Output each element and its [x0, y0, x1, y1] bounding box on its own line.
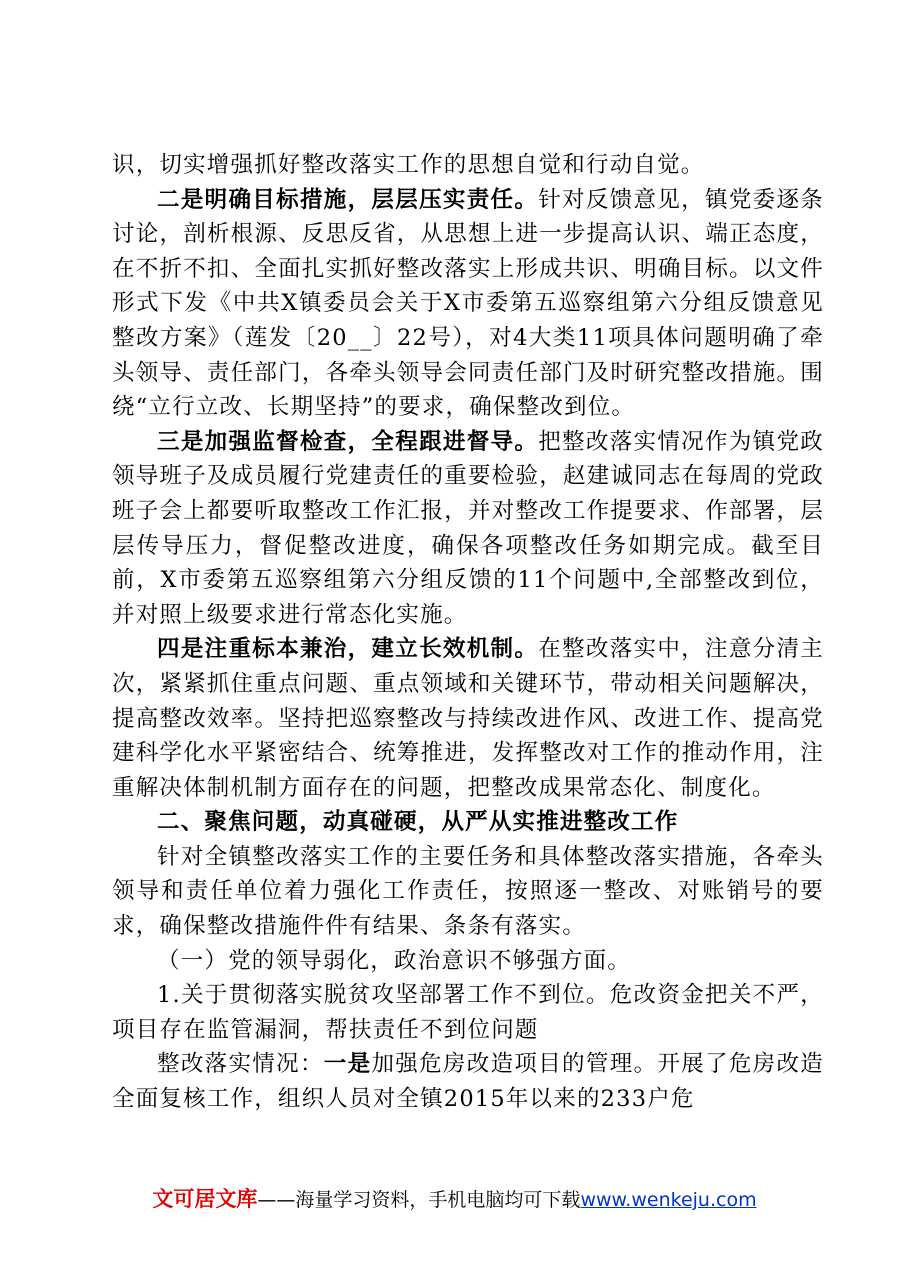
paragraph-intro: 针对全镇整改落实工作的主要任务和具体整改落实措施，各牵头领导和责任单位着力强化工作责任，按照逐一整改、对账销号的要求，确保整改措施件件有结果、条条有落实。 — [112, 843, 824, 940]
paragraph-measure-3 — [112, 425, 824, 633]
paragraph-item-1: 1.关于贯彻落实脱贫攻坚部署工作不到位。危改资金把关不严，项目存在监管漏洞，帮扶责任不到位问题 — [112, 982, 824, 1043]
footer-slogan: ——海量学习资料，手机电脑均可下载 — [257, 1189, 581, 1211]
paragraph-continuation: 识，切实增强抓好整改落实工作的思想自觉和行动自觉。 — [112, 152, 705, 178]
paragraph-text: 在整改落实中，注意分清主次，紧紧抓住重点问题、重点领域和关键环节，带动相关问题解决，提高整改效率。坚持把巡察整改与持续改进作风、改进工作、提高党建科学化水平紧密结合、统筹推进，发挥整改对工作的推动作用，注重解决体制机制方面存在的问题，把整改成果常态化、制度化。 — [112, 636, 825, 801]
paragraph-text: 针对反馈意见，镇党委逐条讨论，剖析根源、反思反省，从思想上进一步提高认识、端正态度，在不折不扣、全面扎实抓好整改落实上形成共识、明确目标。以文件形式下发《中共X镇委员会关于X市委第五巡察组第六分组反馈意见整改方案》（莲发〔20__〕22号），对4大类11项具体问题明确了牵头领导、责任部门，各牵头领导会同责任部门及时研究整改措施。围绕“立行立改、长期坚持”的要求，确保整改到位。 — [112, 186, 825, 421]
subsection-heading: （一）党的领导弱化，政治意识不够强方面。 — [157, 947, 632, 974]
footer-brand: 文可居文库 — [152, 1187, 258, 1211]
footer-banner — [0, 1183, 909, 1213]
paragraph-text: 加强危房改造项目的管理。开展了危房改造全面复核工作，组织人员对全镇2015年以来的233户危 — [112, 1051, 824, 1113]
paragraph-lead: 四是注重标本兼治，建立长效机制。 — [157, 636, 539, 663]
document-body — [112, 148, 824, 1117]
section-heading: 二、聚焦问题，动真碰硬，从严从实推进整改工作 — [157, 809, 679, 836]
paragraph-lead: 二是明确目标措施，层层压实责任。 — [157, 186, 539, 213]
paragraph-lead: 三是加强监督检查，全程跟进督导。 — [157, 428, 539, 455]
paragraph-prefix: 整改落实情况： — [157, 1051, 324, 1078]
paragraph-measure-4 — [112, 632, 824, 805]
paragraph-lead: 一是 — [323, 1051, 372, 1078]
footer-url-link[interactable]: www.wenkeju.com — [580, 1189, 757, 1211]
paragraph-text: 把整改落实情况作为镇党政领导班子及成员履行党建责任的重要检验，赵建诚同志在每周的党政班子会上都要听取整改工作汇报，并对整改工作提要求、作部署，层层传导压力，督促整改进度，确保各项整改任务如期完成。截至目前，X市委第五巡察组第六分组反馈的11个问题中,全部整改到位，并对照上级要求进行常态化实施。 — [112, 428, 825, 628]
paragraph-rectification — [112, 1047, 824, 1116]
paragraph-measure-2 — [112, 183, 824, 425]
